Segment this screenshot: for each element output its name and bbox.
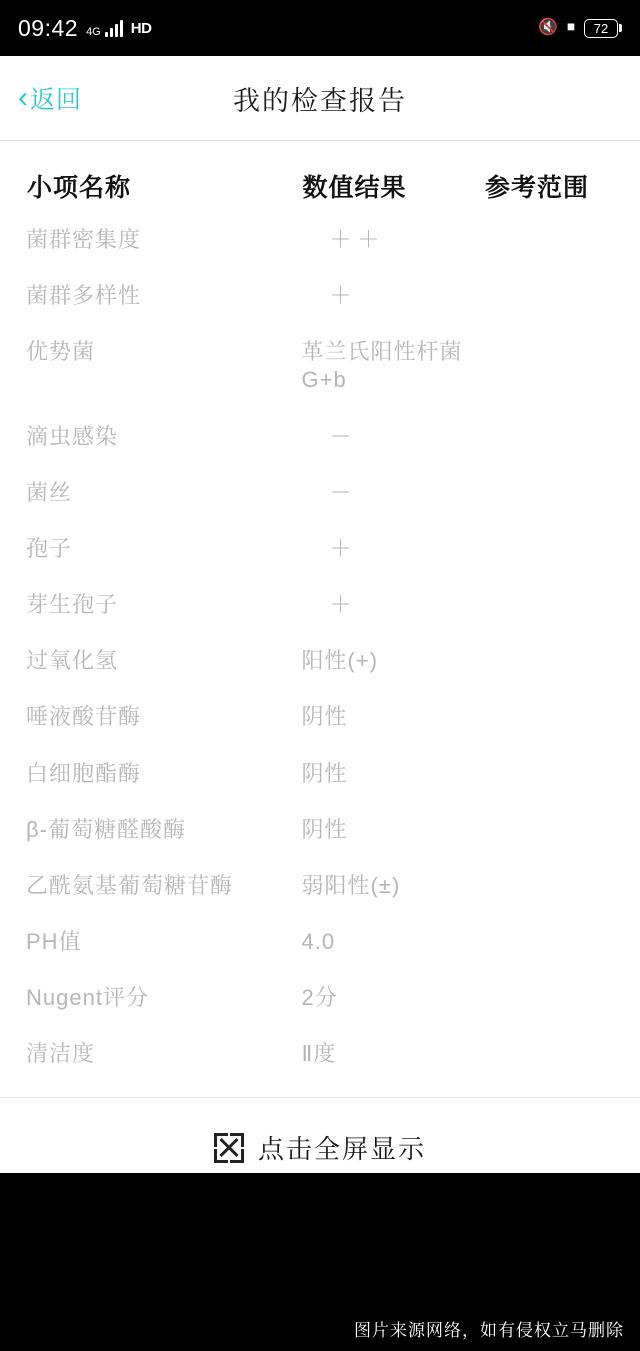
cell-reference (484, 928, 614, 984)
cell-value: 4.0 (301, 929, 336, 955)
table-row (26, 338, 614, 422)
vibrate-icon: 🔇 (538, 19, 558, 36)
chevron-left-icon: ‹ (18, 81, 28, 114)
cell-value: 阳性(+) (301, 648, 379, 674)
cell-reference (484, 591, 614, 647)
cell-value: ＋ (329, 283, 358, 309)
table-row (26, 984, 614, 1040)
cell-item-name: 菌群密集度 (26, 227, 142, 252)
cell-value: 2分 (301, 985, 338, 1011)
table-row (26, 872, 614, 928)
cell-reference (484, 226, 614, 282)
cell-reference (484, 703, 614, 759)
cell-item-name: 芽生孢子 (26, 592, 119, 618)
cell-value: ＋ (329, 592, 358, 618)
cell-reference (484, 647, 614, 703)
table-row (26, 928, 614, 984)
cell-item-name: 唾液酸苷酶 (26, 704, 142, 730)
cell-item-name: 菌丝 (26, 479, 73, 505)
status-bar-left (18, 15, 151, 42)
report-table-container (0, 141, 640, 1097)
status-bar (0, 0, 640, 56)
table-header (26, 167, 614, 226)
table-row (26, 591, 614, 647)
cell-item-name: 白细胞酯酶 (26, 760, 142, 786)
cell-value: 革兰氏阳性杆菌G+b (301, 339, 463, 393)
hd-icon: HD (130, 19, 152, 37)
status-clock: 09:42 (18, 14, 79, 41)
table-row (26, 226, 614, 282)
table-row (26, 703, 614, 759)
nav-bar (0, 56, 640, 141)
cell-reference (484, 760, 614, 816)
cell-item-name: 过氧化氢 (26, 648, 119, 674)
cell-reference (484, 816, 614, 872)
cell-value: 弱阳性(±) (301, 872, 401, 898)
column-header-reference: 参考范围 (484, 174, 589, 202)
cell-reference (484, 479, 614, 535)
fullscreen-button-label: 点击全屏显示 (257, 1134, 426, 1164)
cell-reference (484, 282, 614, 338)
cell-value: － (329, 479, 358, 505)
table-row (26, 479, 614, 535)
page-title: 我的检查报告 (233, 85, 407, 116)
cell-value: 阴性 (301, 816, 348, 842)
cell-item-name: 乙酰氨基葡萄糖苷酶 (26, 872, 234, 898)
cell-reference (484, 872, 614, 928)
network-type-label: 4G (86, 25, 101, 38)
table-row (26, 423, 614, 479)
back-button[interactable] (18, 80, 82, 116)
status-bar-right (538, 19, 622, 38)
cell-item-name: 孢子 (26, 535, 73, 561)
column-header-value: 数值结果 (302, 174, 407, 202)
table-row (26, 760, 614, 816)
app-content (0, 56, 640, 1173)
battery-icon (584, 19, 622, 38)
report-table (26, 167, 614, 1097)
cell-item-name: 滴虫感染 (26, 423, 119, 449)
expand-icon (214, 1133, 244, 1163)
table-body (26, 226, 614, 1097)
table-row (26, 816, 614, 872)
headset-icon: ⏹ (566, 19, 575, 36)
cell-value: ＋ (329, 535, 358, 561)
cell-reference (484, 984, 614, 1040)
watermark-text: 图片来源网络，如有侵权立马删除 (354, 1321, 624, 1340)
cell-item-name: 菌群多样性 (26, 283, 142, 309)
back-button-label: 返回 (30, 86, 83, 114)
table-row (26, 647, 614, 703)
cell-value: － (329, 423, 358, 449)
battery-level-label: 72 (593, 20, 609, 36)
signal-bars-icon (105, 19, 123, 37)
cell-value: 阴性 (301, 760, 348, 786)
cell-reference (484, 1040, 614, 1096)
cell-value: ＋＋ (329, 227, 386, 252)
table-row (26, 1040, 614, 1096)
cell-item-name: 优势菌 (26, 339, 96, 365)
cell-item-name: PH值 (26, 929, 82, 955)
cell-reference (484, 535, 614, 591)
cell-value: 阴性 (301, 704, 348, 730)
cell-value: Ⅱ度 (301, 1041, 337, 1067)
cell-item-name: Nugent评分 (26, 985, 149, 1011)
table-header-row (26, 167, 614, 226)
table-row (26, 282, 614, 338)
cell-reference (484, 338, 614, 422)
cell-item-name: β-葡萄糖醛酸酶 (26, 816, 186, 842)
column-header-name: 小项名称 (27, 174, 132, 202)
cell-reference (484, 423, 614, 479)
cell-item-name: 清洁度 (26, 1041, 96, 1067)
footer-bar (0, 1173, 640, 1351)
table-row (26, 535, 614, 591)
